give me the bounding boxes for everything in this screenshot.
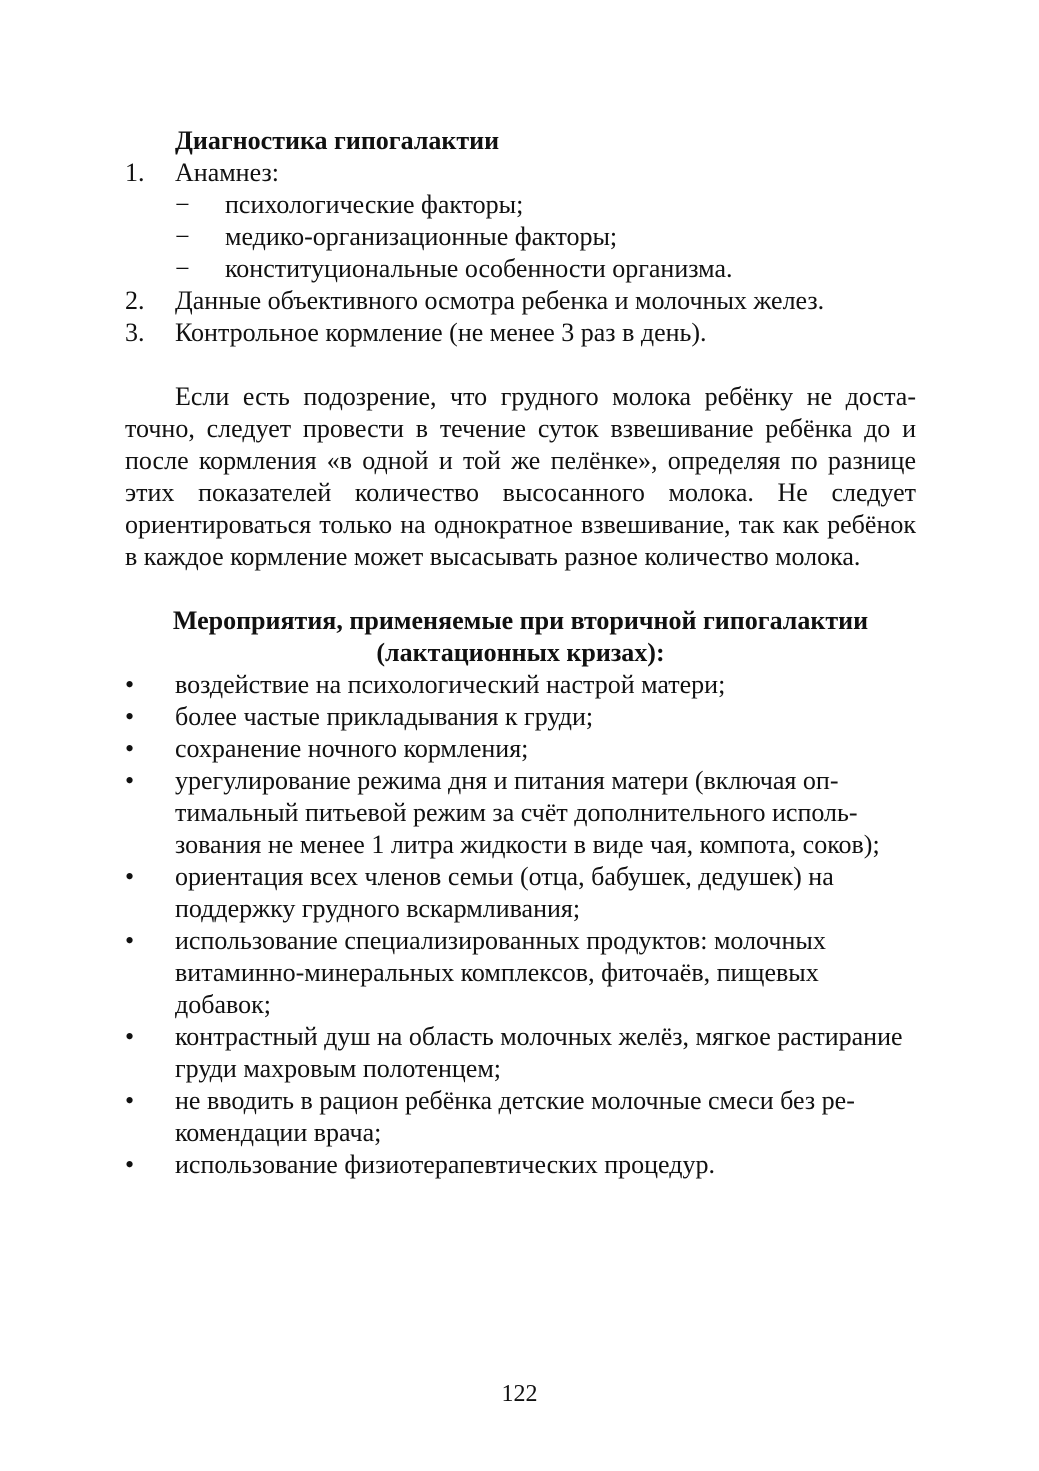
- list-item-text: воздействие на психологический настрой матери;: [175, 670, 726, 699]
- list-number: 3.: [125, 318, 145, 347]
- sublist-item-text: конституциональные особенности организма.: [225, 254, 733, 283]
- dash-marker: −: [175, 190, 190, 219]
- list-item-text: Данные объективного осмотра ребенка и молочных желез.: [175, 286, 825, 315]
- bullet-icon: •: [125, 1150, 135, 1179]
- list-item-text: урегулирование режима дня и питания матери (включая оптимальный питьевой режим за счёт дополнительного использования не менее 1 литра жидкости в виде чая, компота, соков);: [175, 766, 880, 859]
- list-number: 2.: [125, 286, 145, 315]
- dash-marker: −: [175, 222, 190, 251]
- sublist-item: [175, 221, 916, 253]
- page-number: 122: [501, 1381, 538, 1407]
- list-item: [125, 1021, 916, 1085]
- list-item-text: ориентация всех членов семьи (отца, бабушек, дедушек) на поддержку грудного вскармливания;: [175, 862, 834, 923]
- bullet-icon: •: [125, 1022, 135, 1051]
- list-item-text: Анамнез:: [175, 158, 279, 187]
- list-item-text: контрастный душ на область молочных желёз, мягкое растирание груди махровым полотенцем;: [175, 1022, 903, 1083]
- list-item-text: Контрольное кормление (не менее 3 раз в день).: [175, 318, 707, 347]
- bullet-icon: •: [125, 1086, 135, 1115]
- list-item: [125, 925, 916, 1021]
- measures-list: [125, 669, 916, 1181]
- sublist-item-text: медико-организационные факторы;: [225, 222, 618, 251]
- bullet-icon: •: [125, 702, 135, 731]
- list-item: [125, 765, 916, 861]
- list-item-text: более частые прикладывания к груди;: [175, 702, 594, 731]
- list-item-text: использование специализированных продуктов: молочных витаминно-минеральных комплексов, фиточаёв, пищевых добавок;: [175, 926, 826, 1019]
- dash-marker: −: [175, 254, 190, 283]
- list-item: [125, 701, 916, 733]
- bullet-icon: •: [125, 926, 135, 955]
- section-heading-diagnostics: Диагностика гипогалактии: [175, 126, 500, 155]
- list-item-text: использование физиотерапевтических процедур.: [175, 1150, 715, 1179]
- list-item: [125, 733, 916, 765]
- bullet-icon: •: [125, 862, 135, 891]
- list-item: [125, 157, 916, 285]
- bullet-icon: •: [125, 734, 135, 763]
- list-item: [125, 317, 916, 349]
- list-item: [125, 285, 916, 317]
- section-heading-measures: [125, 605, 916, 669]
- sublist-item-text: психологические факторы;: [225, 190, 524, 219]
- body-paragraph: Если есть подозрение, что грудного молока ребёнку не достаточно, следует провести в течение суток взвешивание ребёнка до и после кормления «в одной и той же пелёнке», определяя по разнице этих показателей количество высосанного молока. Не следует ориентироваться только на однократное взвешивание, так как ребёнок в каждое кормление может высасывать разное количество молока.: [125, 382, 916, 571]
- list-item: [125, 1085, 916, 1149]
- bullet-icon: •: [125, 670, 135, 699]
- section-heading-line-1: Мероприятия, применяемые при вторичной гипогалактии: [172, 606, 869, 635]
- page-content: [125, 125, 916, 1181]
- anamnesis-sublist: [175, 189, 916, 285]
- list-item-text: сохранение ночного кормления;: [175, 734, 529, 763]
- list-item-text: не вводить в рацион ребёнка детские молочные смеси без рекомендации врача;: [175, 1086, 855, 1147]
- bullet-icon: •: [125, 766, 135, 795]
- list-number: 1.: [125, 158, 145, 187]
- list-item: [125, 1149, 916, 1181]
- section-heading-line-2: (лактационных кризах):: [376, 638, 665, 667]
- list-item: [125, 861, 916, 925]
- sublist-item: [175, 253, 916, 285]
- diagnostics-list: [125, 157, 916, 349]
- sublist-item: [175, 189, 916, 221]
- list-item: [125, 669, 916, 701]
